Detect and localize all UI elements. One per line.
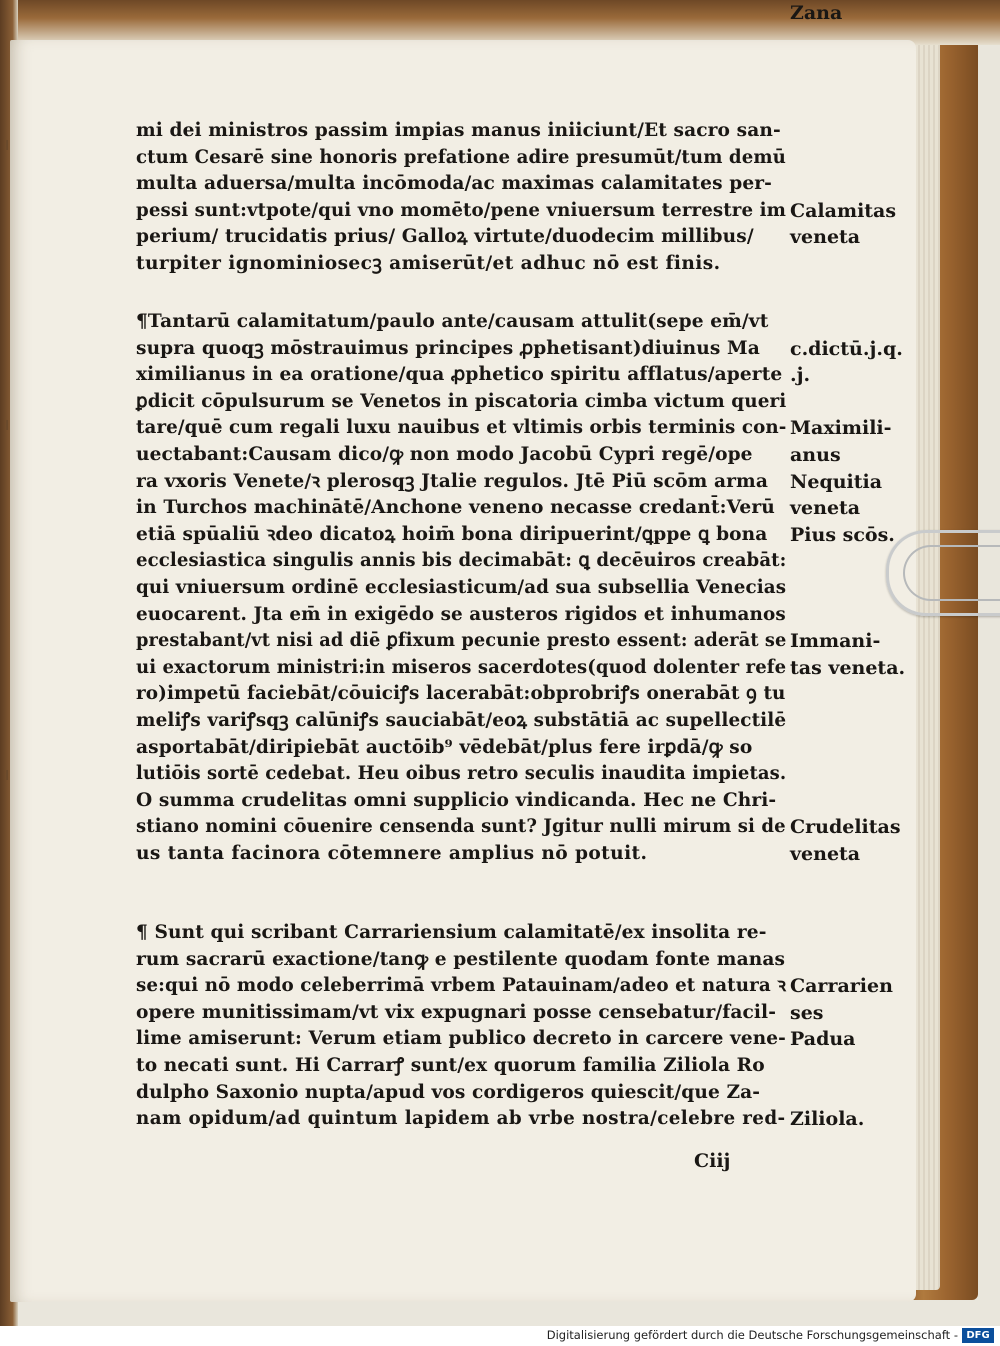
text-line: ui exactorum ministri:in miseros sacerdotes(quod dolenter refe xyxy=(136,656,787,678)
text-line: asportabāt/diripiebāt auctōib⁹ vēdebāt/plus fere irꝑdā/ꝙ so xyxy=(136,736,753,758)
text-line: multa aduersa/multa incōmoda/ac maximas calamitates per- xyxy=(136,173,772,195)
text-line: tare/quē cum regali luxu nauibus et vltimis orbis terminis con- xyxy=(136,417,787,439)
marginal-note: Pius scōs. xyxy=(790,523,895,546)
marginal-note: Padua xyxy=(790,1028,856,1051)
marginal-note: Zana xyxy=(790,2,843,24)
text-line: to necati sunt. Hi Carrarꝭ sunt/ex quorum familia Ziliola Ro xyxy=(136,1054,765,1076)
text-line: turpiter ignominiosecꝫ amiserūt/et adhuc nō est finis. xyxy=(136,252,721,274)
text-line: mi dei ministros passim impias manus iniiciunt/Et sacro san- xyxy=(136,120,781,141)
marginal-note: veneta xyxy=(790,226,861,249)
text-line: euocarent. Jta em̄ in exigēdo se austeros rigidos et inhumanos xyxy=(136,603,786,625)
text-line: etiā spūaliū ꝛdeo dicatoꝝ hoim̄ bona diripuerint/ꝗppe ꝗ bona xyxy=(136,523,768,545)
text-line: ¶Tantarū calamitatum/paulo ante/causam attulit(sepe em̄/vt xyxy=(136,311,769,332)
marginal-note: veneta xyxy=(790,843,861,865)
marginal-note: .j. xyxy=(790,364,811,387)
margin-mark xyxy=(6,420,16,430)
marginal-note: tas veneta. xyxy=(790,656,906,679)
text-line: supra quoqꝫ mōstrauimus principes ꝓphetisant)diuinus Ma xyxy=(136,337,760,359)
text-line: uectabant:Causam dico/ꝙ non modo Jacobū Cypri regē/ope xyxy=(136,443,753,465)
margin-mark xyxy=(6,140,16,150)
marginal-note: ses xyxy=(790,1001,824,1024)
text-line: perium/ trucidatis prius/ Galloꝝ virtute/duodecim millibus/ xyxy=(136,226,754,248)
paragraph-3 xyxy=(136,920,786,1133)
text-line: lime amiserunt: Verum etiam publico decreto in carcere vene- xyxy=(136,1028,786,1050)
marginal-note: c.dictū.j.q. xyxy=(790,337,903,360)
footer-bar xyxy=(0,1326,1000,1346)
text-line: dulpho Saxonio nupta/apud vos cordigeros quiescit/que Za- xyxy=(136,1081,761,1103)
text-line: O summa crudelitas omni supplicio vindicanda. Hec ne Chri- xyxy=(136,789,777,811)
text-line: meliꝭs variꝭsqꝫ calūniꝭs sauciabāt/eoꝝ substātiā ac supellectilē xyxy=(136,709,787,731)
text-line: ꝑdicit cōpulsurum se Venetos in piscatoria cimba victum queri xyxy=(136,390,787,412)
marginal-note: Carrarien xyxy=(790,975,893,998)
text-line: rum sacrarū exactione/tanꝙ e pestilente quodam fonte manas xyxy=(136,948,786,970)
marginal-note: Nequitia xyxy=(790,470,883,493)
text-line: us tanta facinora cōtemnere amplius nō potuit. xyxy=(136,842,648,864)
text-line: lutiōis sortē cedebat. Heu oibus retro seculis inaudita impietas. xyxy=(136,763,787,785)
text-line: nam opidum/ad quintum lapidem ab vrbe nostra/celebre red- xyxy=(136,1108,786,1130)
text-line: pessi sunt:vtpote/qui vno momēto/pene vniuersum terrestre im xyxy=(136,199,786,221)
marginal-note: anus xyxy=(790,444,841,466)
marginal-note: Crudelitas xyxy=(790,816,901,839)
text-line: stiano nomini cōuenire censenda sunt? Jgitur nulli mirum si de xyxy=(136,816,786,838)
text-line: se:qui nō modo celeberrimā vrbem Patauinam/adeo et natura ꝛ xyxy=(136,975,786,997)
marginal-note: Maximili- xyxy=(790,417,892,440)
text-line: ¶ Sunt qui scribant Carrariensium calamitatē/ex insolita re- xyxy=(136,922,767,943)
text-line: ximilianus in ea oratione/qua ꝓphetico spiritu afflatus/aperte xyxy=(136,364,783,386)
text-line: ro)impetū faciebāt/cōuiciꝭs lacerabāt:obprobriꝭs onerabāt ꝯ tu xyxy=(136,683,786,705)
marginal-note: Ziliola. xyxy=(790,1108,865,1131)
text-line: prestabant/vt nisi ad diē ꝑfixum pecunie presto essent: aderāt se xyxy=(136,630,787,652)
marginal-note: Immani- xyxy=(790,630,881,653)
text-line: ra vxoris Venete/ꝛ plerosqꝫ Jtalie regulos. Jtē Piū scōm arma xyxy=(136,470,768,492)
marginal-note: Calamitas xyxy=(790,199,897,222)
footer-credit: Digitalisierung gefördert durch die Deutsche Forschungsgemeinschaft - xyxy=(546,1328,958,1342)
text-line: ctum Cesarē sine honoris prefatione adire presumūt/tum demū xyxy=(136,146,786,168)
marginal-note: veneta xyxy=(790,497,861,520)
paragraph-2 xyxy=(136,309,786,867)
text-line: qui vniuersum ordinē ecclesiasticum/ad sua subsellia Venecias xyxy=(136,576,787,598)
text-line: in Turchos machinātē/Anchone veneno necasse credant̄:Verū xyxy=(136,497,775,519)
text-line: opere munitissimam/vt vix expugnari posse censebatur/facil- xyxy=(136,1001,777,1023)
paragraph-1 xyxy=(136,118,786,278)
margin-mark xyxy=(6,770,16,780)
dfg-logo: DFG xyxy=(962,1328,994,1343)
text-line: ecclesiastica singulis annis bis decimabāt: ꝗ decēuiros creabāt: xyxy=(136,550,787,572)
signature-mark: Ciij xyxy=(694,1150,731,1172)
